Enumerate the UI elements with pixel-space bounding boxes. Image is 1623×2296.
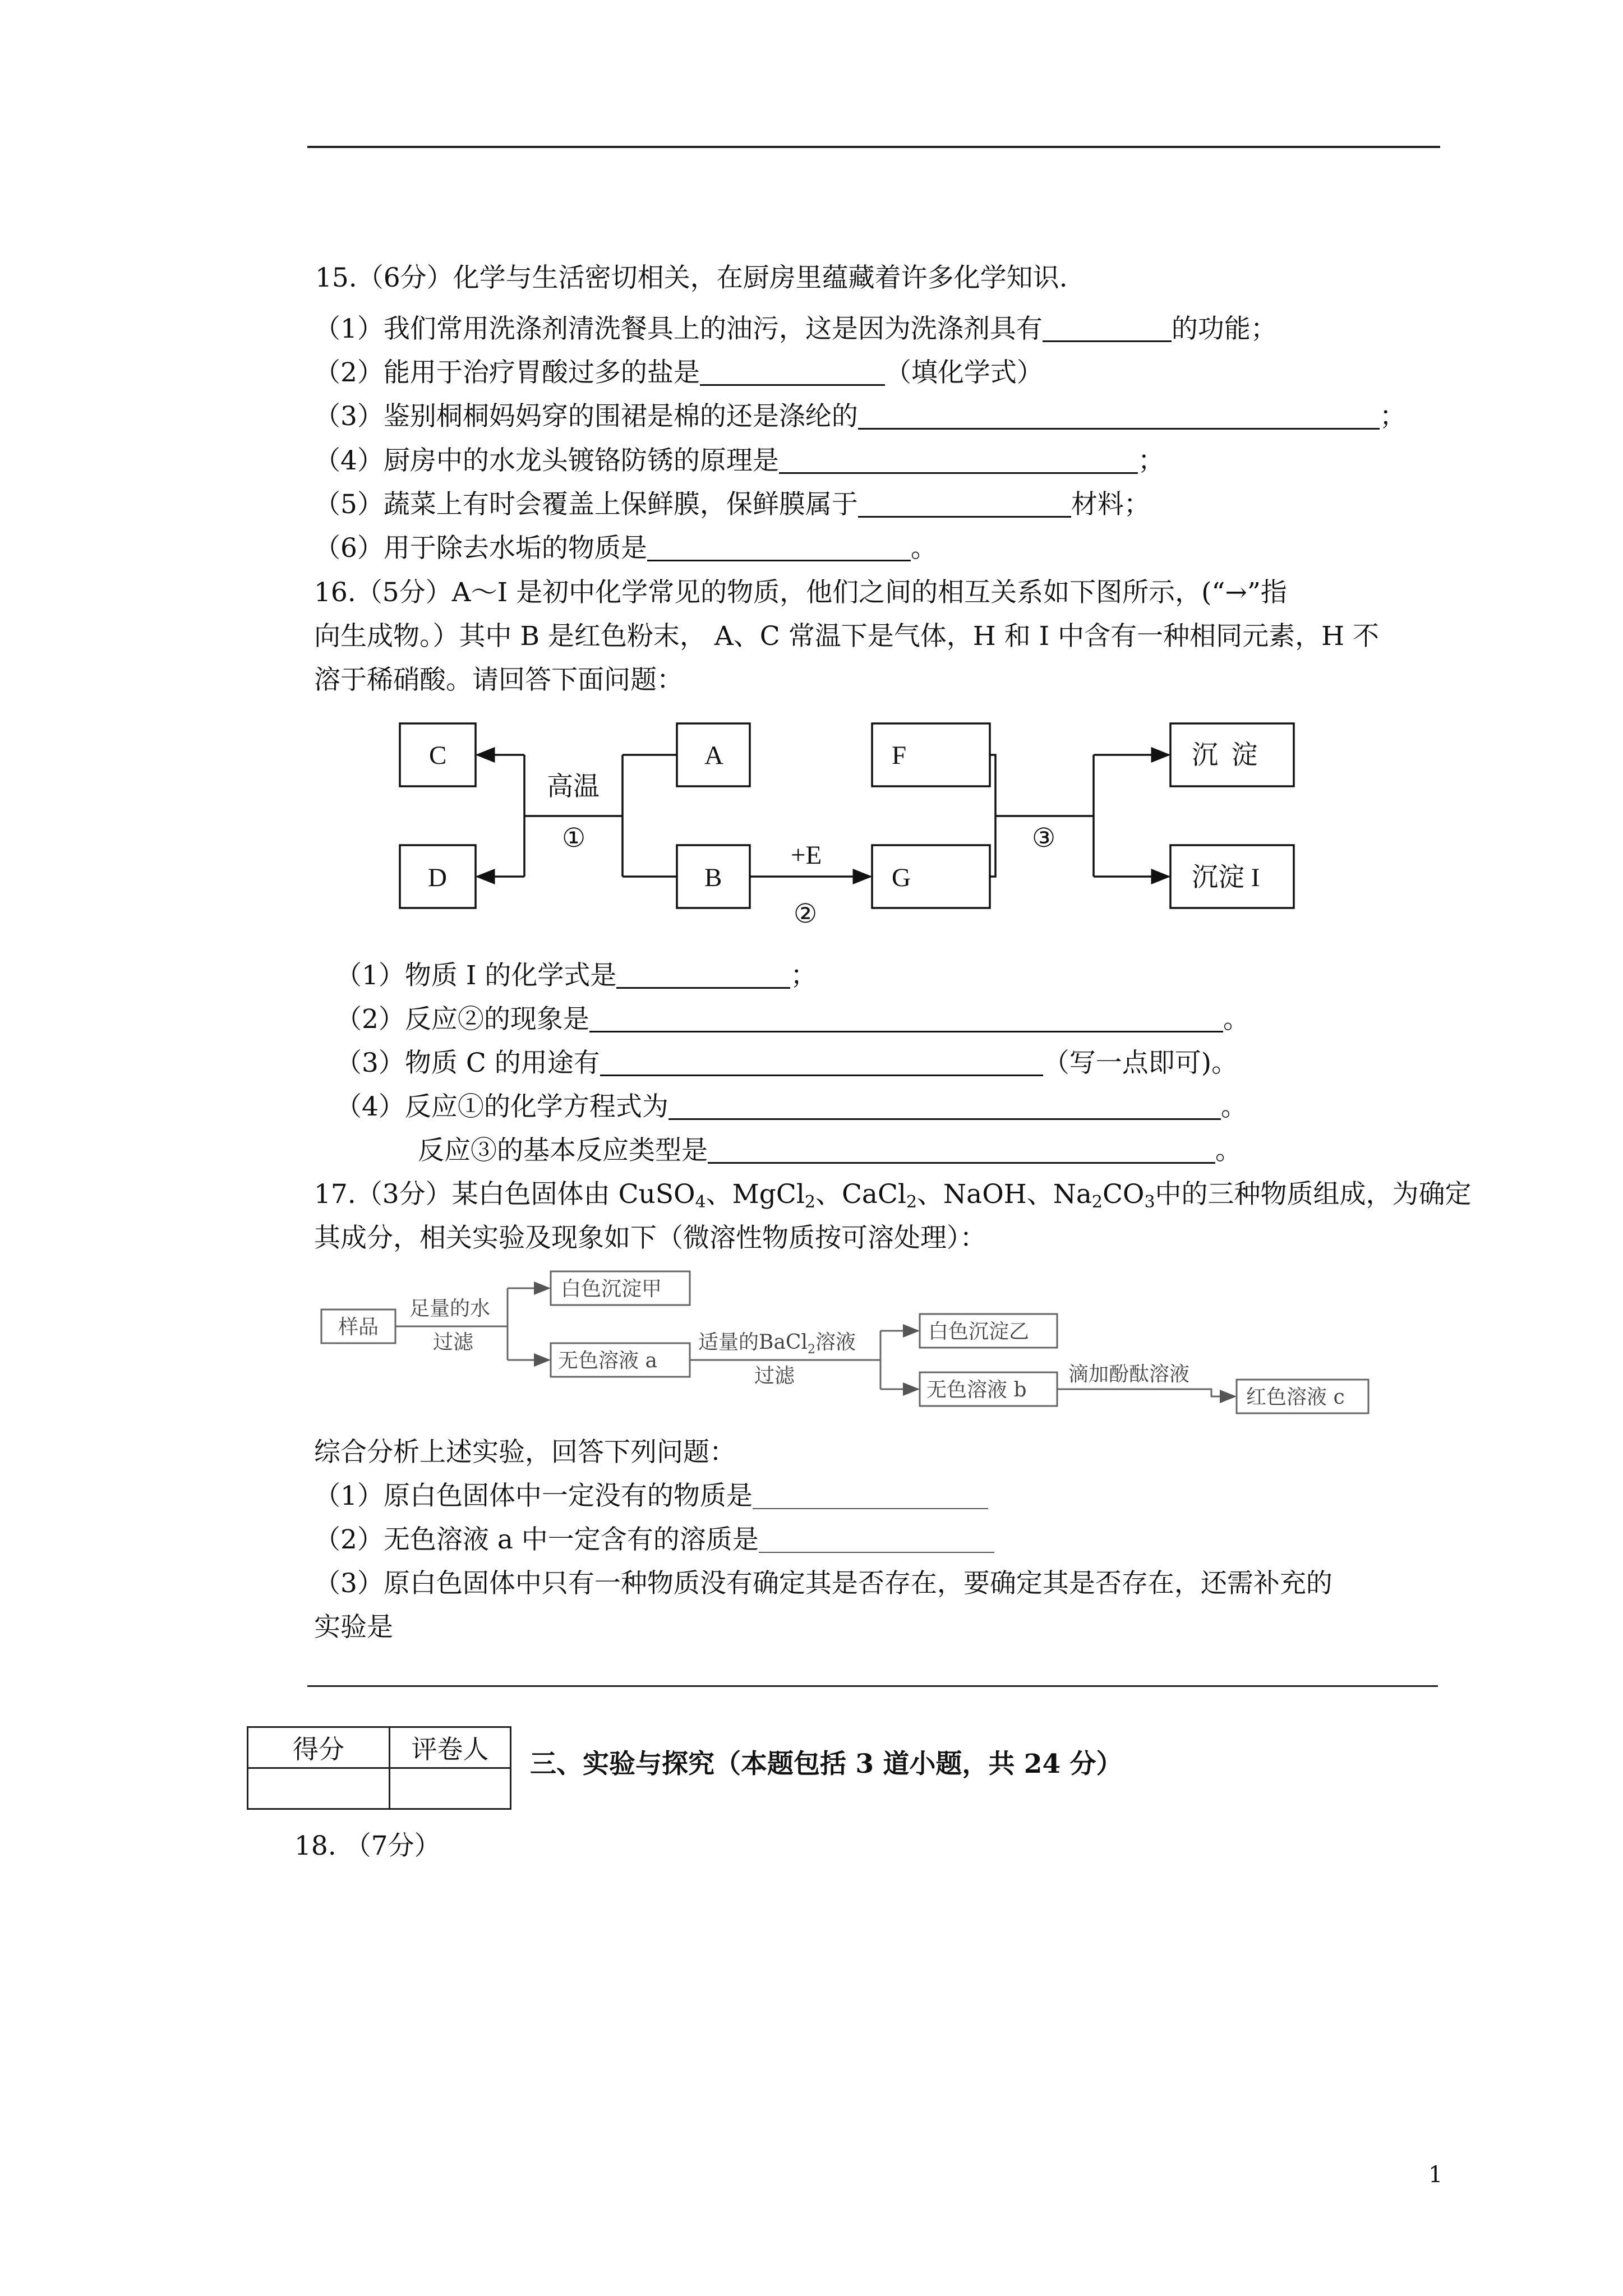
flow-bacl-text: 适量的BaCl <box>698 1331 808 1354</box>
sub: 2 <box>1091 1192 1103 1212</box>
box-b-label: B <box>704 863 722 892</box>
q15-item-5-post: 材料； <box>1071 489 1150 520</box>
box-d-label: D <box>428 863 447 892</box>
flow-sol-c: 红色溶液 c <box>1246 1386 1345 1409</box>
q17-item-1 <box>314 1479 988 1513</box>
flow-ppt-a: 白色沉淀甲 <box>561 1278 662 1301</box>
q16-item-3-post: （写一点即可)。 <box>1043 1048 1238 1078</box>
q16-item-2-post: 。 <box>1223 1004 1249 1035</box>
q17-line-2: 其成分，相关实验及现象如下（微溶性物质按可溶处理）： <box>314 1223 986 1253</box>
label-reaction-3: ③ <box>1032 824 1056 853</box>
q15-item-3-post: ； <box>1379 401 1406 432</box>
flow-sample: 样品 <box>338 1316 379 1339</box>
flow-bacl <box>698 1331 856 1357</box>
box-f <box>872 723 990 786</box>
page-number: 1 <box>1428 2162 1443 2188</box>
answer-blank[interactable] <box>708 1137 1215 1164</box>
label-reaction-1: ① <box>562 824 586 853</box>
q17-mgcl: 、MgCl <box>706 1179 805 1210</box>
q17-line-1 <box>314 1178 1472 1219</box>
q15-item-6-text: （6）用于除去水垢的物质是 <box>314 533 647 564</box>
q17-item-2 <box>314 1523 994 1557</box>
box-a-label: A <box>704 741 723 770</box>
q16-item-1 <box>335 959 817 993</box>
q17-item-3-line-1: （3）原白色固体中只有一种物质没有确定其是否存在，要确定其是否存在，还需补充的 <box>314 1568 1332 1599</box>
q15-item-4-post: ； <box>1137 445 1164 476</box>
q17-cacl: 、CaCl <box>815 1179 906 1210</box>
q17-naoh: 、NaOH、Na <box>917 1179 1092 1210</box>
section-rule <box>307 1685 1438 1687</box>
score-table <box>247 1726 511 1810</box>
box-f-label: F <box>892 741 907 770</box>
answer-blank[interactable] <box>616 962 790 989</box>
q16-line-2: 向生成物。）其中 B 是红色粉末， A、C 常温下是气体，H 和 I 中含有一种相同元素，H 不 <box>314 621 1379 652</box>
q16-line-3: 溶于稀硝酸。请回答下面问题： <box>314 665 683 695</box>
sub: 2 <box>906 1192 917 1212</box>
q16-item-2-text: （2）反应②的现象是 <box>335 1004 589 1035</box>
answer-blank[interactable] <box>759 1527 994 1553</box>
q16-item-4 <box>335 1090 1247 1124</box>
q15-item-3-text: （3）鉴别桐桐妈妈穿的围裙是棉的还是涤纶的 <box>314 401 858 432</box>
q16-item-3 <box>335 1046 1238 1080</box>
q17-summary: 综合分析上述实验，回答下列问题： <box>314 1437 736 1468</box>
score-header: 得分 <box>248 1727 390 1768</box>
grader-cell[interactable] <box>390 1768 511 1809</box>
q15-item-2-post: （填化学式） <box>884 357 1043 388</box>
sub: 3 <box>1144 1192 1155 1212</box>
box-g <box>872 845 990 908</box>
answer-blank[interactable] <box>668 1094 1221 1120</box>
score-cell[interactable] <box>248 1768 390 1809</box>
box-g-label: G <box>892 863 911 892</box>
q17-item-3-line-2: 实验是 <box>314 1612 393 1643</box>
flow-sol-b: 无色溶液 b <box>926 1378 1027 1401</box>
q15-item-4-text: （4）厨房中的水龙头镀铬防锈的原理是 <box>314 445 779 476</box>
flow-bacl-post: 溶液 <box>815 1331 856 1354</box>
flow-water: 足量的水 <box>409 1297 491 1320</box>
q16-item-4-post: 。 <box>1220 1091 1247 1122</box>
reaction-diagram <box>0 0 1623 953</box>
experiment-flow <box>0 1251 1623 1430</box>
q15-item-2-text: （2）能用于治疗胃酸过多的盐是 <box>314 357 700 388</box>
answer-blank[interactable] <box>753 1483 988 1509</box>
grader-header: 评卷人 <box>390 1727 511 1768</box>
box-ppt-i-label: 沉淀 I <box>1192 863 1260 892</box>
q17-item-1-text: （1）原白色固体中一定没有的物质是 <box>314 1481 753 1511</box>
flow-filter-2: 过滤 <box>754 1364 795 1387</box>
flow-phen: 滴加酚酞溶液 <box>1068 1363 1190 1386</box>
q16-item-4-text: （4）反应①的化学方程式为 <box>335 1091 668 1122</box>
box-ppt-h-label: 沉 淀 <box>1192 741 1258 770</box>
q15-item-6-post: 。 <box>910 533 937 564</box>
q16-item-5-post: 。 <box>1215 1135 1242 1166</box>
q17-item-2-text: （2）无色溶液 a 中一定含有的溶质是 <box>314 1524 759 1555</box>
answer-blank[interactable] <box>600 1050 1043 1076</box>
flow-line-3 <box>1057 1389 1235 1396</box>
flow-sol-a: 无色溶液 a <box>558 1349 657 1372</box>
sub: 4 <box>695 1192 706 1212</box>
flow-bacl-sub: 2 <box>807 1343 815 1357</box>
q17-line-1-end: 中的三种物质组成，为确定 <box>1155 1179 1472 1210</box>
q15-title: 15.（6分）化学与生活密切相关，在厨房里蕴藏着许多化学知识. <box>315 262 1068 293</box>
label-high-temp: 高温 <box>547 772 600 801</box>
sub: 2 <box>804 1192 815 1212</box>
q17-line-1-text: 17.（3分）某白色固体由 CuSO <box>314 1179 695 1210</box>
q16-item-2 <box>335 1003 1249 1036</box>
q17-co: CO <box>1102 1179 1145 1210</box>
flow-ppt-b: 白色沉淀乙 <box>928 1320 1030 1343</box>
q16-line-1: 16.（5分）A～I 是初中化学常见的物质，他们之间的相互关系如下图所示，(“→”指 <box>314 577 1287 608</box>
q18-title: 18. （7分） <box>294 1831 441 1861</box>
q15-item-1-post: 的功能； <box>1171 313 1277 344</box>
label-plus-e: +E <box>791 841 822 870</box>
q16-item-5 <box>418 1134 1242 1168</box>
q16-item-3-text: （3）物质 C 的用途有 <box>335 1048 600 1078</box>
q15-item-1-text: （1）我们常用洗涤剂清洗餐具上的油污，这是因为洗涤剂具有 <box>314 313 1043 344</box>
flow-filter-1: 过滤 <box>433 1331 474 1354</box>
label-reaction-2: ② <box>794 900 818 929</box>
section-3-heading: 三、实验与探究（本题包括 3 道小题，共 24 分） <box>530 1749 1123 1779</box>
box-c-label: C <box>429 741 447 770</box>
answer-blank[interactable] <box>589 1006 1223 1032</box>
q16-item-5-text: 反应③的基本反应类型是 <box>418 1135 708 1166</box>
q16-item-1-post: ； <box>790 960 817 991</box>
q16-item-1-text: （1）物质 I 的化学式是 <box>335 960 617 991</box>
q15-item-5-text: （5）蔬菜上有时会覆盖上保鲜膜，保鲜膜属于 <box>314 489 858 520</box>
